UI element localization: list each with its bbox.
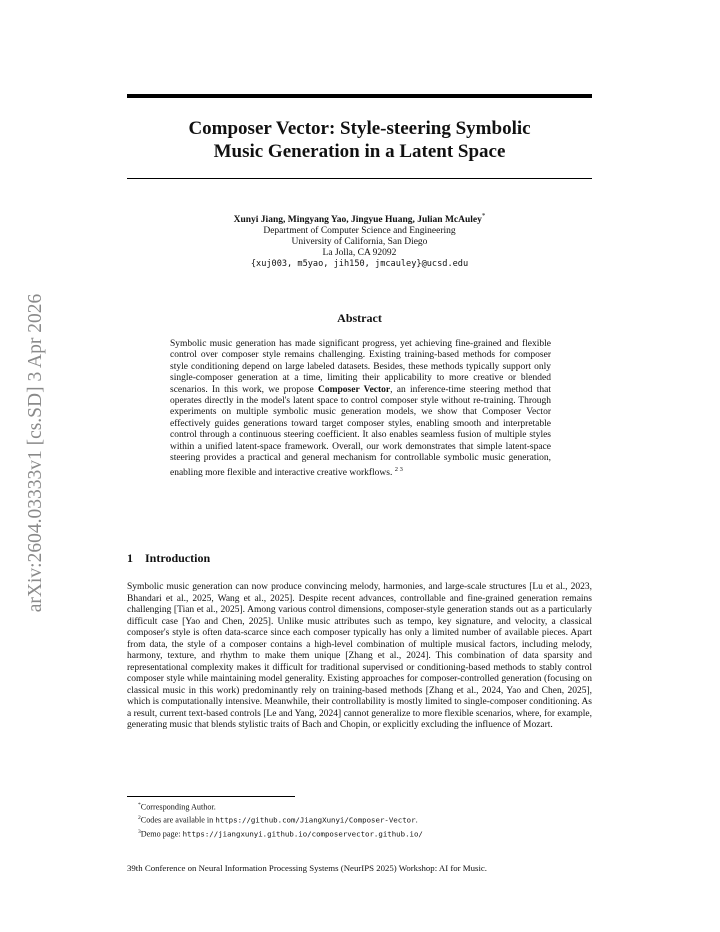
abstract-text-part-1: Symbolic music generation has made significant progress, yet achieving fine-grained and flexible control over composer style remains challenging. Existing training-based methods for composer style conditioning depend on large labeled datasets. Besides, these methods typically support only single-composer generation at a time, limiting their applicability to more creative or blended scenarios. In this work, we propose bbox=[170, 339, 551, 395]
section-title: Introduction bbox=[145, 551, 211, 565]
title-top-rule bbox=[127, 94, 592, 98]
title-line-2: Music Generation in a Latent Space bbox=[213, 141, 506, 162]
author-block bbox=[127, 211, 592, 270]
conference-footer: 39th Conference on Neural Information Processing Systems (NeurIPS 2025) Workshop: AI for Music. bbox=[127, 863, 487, 873]
arxiv-id: arXiv:2604.03333v1 [cs.SD] 3 Apr 2026 bbox=[25, 293, 47, 612]
title-bottom-rule bbox=[127, 178, 592, 179]
author-location: La Jolla, CA 92092 bbox=[322, 248, 397, 259]
introduction-text: Symbolic music generation can now produce convincing melody, harmonies, and large-scale structures [Lu et al., 2023, Bhandari et al., 2025, Wang et al., 2025]. Despite recent advances, controllable and fine-grained generation remains challenging [Tian et al., 2025]. Among various control dimensions, composer-style generation stands out as a particularly difficult case [Yao and Chen, 2025]. Unlike music attributes such as tempo, key signature, and velocity, a classical composer's style is often data-scarce since each composer typically has only a limited number of available pieces. Apart from data, the style of a composer contains a high-level combination of multiple musical factors, including melody, harmony, texture, and rhythm to make them unique [Zhang et al., 2024]. This combination of data sparsity and representational complexity makes it difficult for traditional supervised or conditioning-based methods to stably control composer style while maintaining model generality. Existing approaches for composer-controlled generation (focusing on classical music in this work) predominantly rely on training-based methods [Zhang et al., 2024, Yao and Chen, 2025], which is computationally intensive. Meanwhile, their controllability is mostly limited to single-composer conditioning. As a result, current text-based controls [Le and Yang, 2024] cannot generalize to more flexible scenarios, where, for example, generating music that blends stylistic traits of Bach and Chopin, or explicitly excluding the influence of Mozart. bbox=[127, 582, 592, 730]
section-heading bbox=[127, 551, 210, 566]
author-names-text: Xunyi Jiang, Mingyang Yao, Jingyue Huang, Julian McAuley bbox=[233, 215, 482, 226]
abstract-text-part-2: , an inference-time steering method that operates directly in the model's latent space to control composer style without re-training. Through experiments on multiple symbolic music generation models, we show that Composer Vector effectively guides generations toward target composer styles, enabling smooth and interpretable control through a continuous steering coefficient. It also enables seamless fusion of multiple styles within a unified latent-space framework. Overall, our work demonstrates that simple latent-space steering provides a practical and general mechanism for controllable symbolic music generation, enabling more flexible and interactive creative workflows. bbox=[170, 384, 551, 479]
arxiv-watermark bbox=[18, 265, 54, 640]
abstract-text bbox=[170, 339, 551, 480]
footnote-1-text: Corresponding Author. bbox=[140, 802, 216, 812]
footnote-1-mark: * bbox=[138, 802, 141, 808]
author-emails: {xuj003, m5yao, jih150, jmcauley}@ucsd.edu bbox=[250, 259, 469, 270]
footnote-2 bbox=[138, 813, 588, 826]
abstract-method-name: Composer Vector bbox=[317, 384, 391, 395]
paper-title bbox=[127, 117, 592, 163]
footnote-2-end: . bbox=[415, 816, 418, 826]
section-number: 1 bbox=[127, 551, 133, 565]
footnote-3-text: Demo page: bbox=[140, 829, 183, 839]
corresponding-mark: * bbox=[481, 212, 486, 220]
demo-link[interactable]: https://jiangxunyi.github.io/composervector.github.io/ bbox=[182, 829, 423, 839]
title-line-1: Composer Vector: Style-steering Symbolic bbox=[188, 118, 531, 139]
abstract-heading: Abstract bbox=[337, 311, 382, 325]
author-names bbox=[127, 211, 592, 226]
footnote-3 bbox=[138, 827, 588, 840]
author-department: Department of Computer Science and Engineering bbox=[263, 226, 456, 237]
abstract-footnote-marks: 2 3 bbox=[394, 466, 403, 474]
author-university: University of California, San Diego bbox=[291, 237, 428, 248]
footnote-rule bbox=[127, 796, 295, 797]
footnotes bbox=[138, 800, 588, 840]
footnote-3-mark: 3 bbox=[138, 828, 141, 835]
footnote-1 bbox=[138, 800, 588, 813]
footnote-2-mark: 2 bbox=[138, 815, 141, 822]
footnote-2-text: Codes are available in bbox=[140, 816, 216, 826]
code-link[interactable]: https://github.com/JiangXunyi/Composer-Vector bbox=[215, 816, 416, 826]
